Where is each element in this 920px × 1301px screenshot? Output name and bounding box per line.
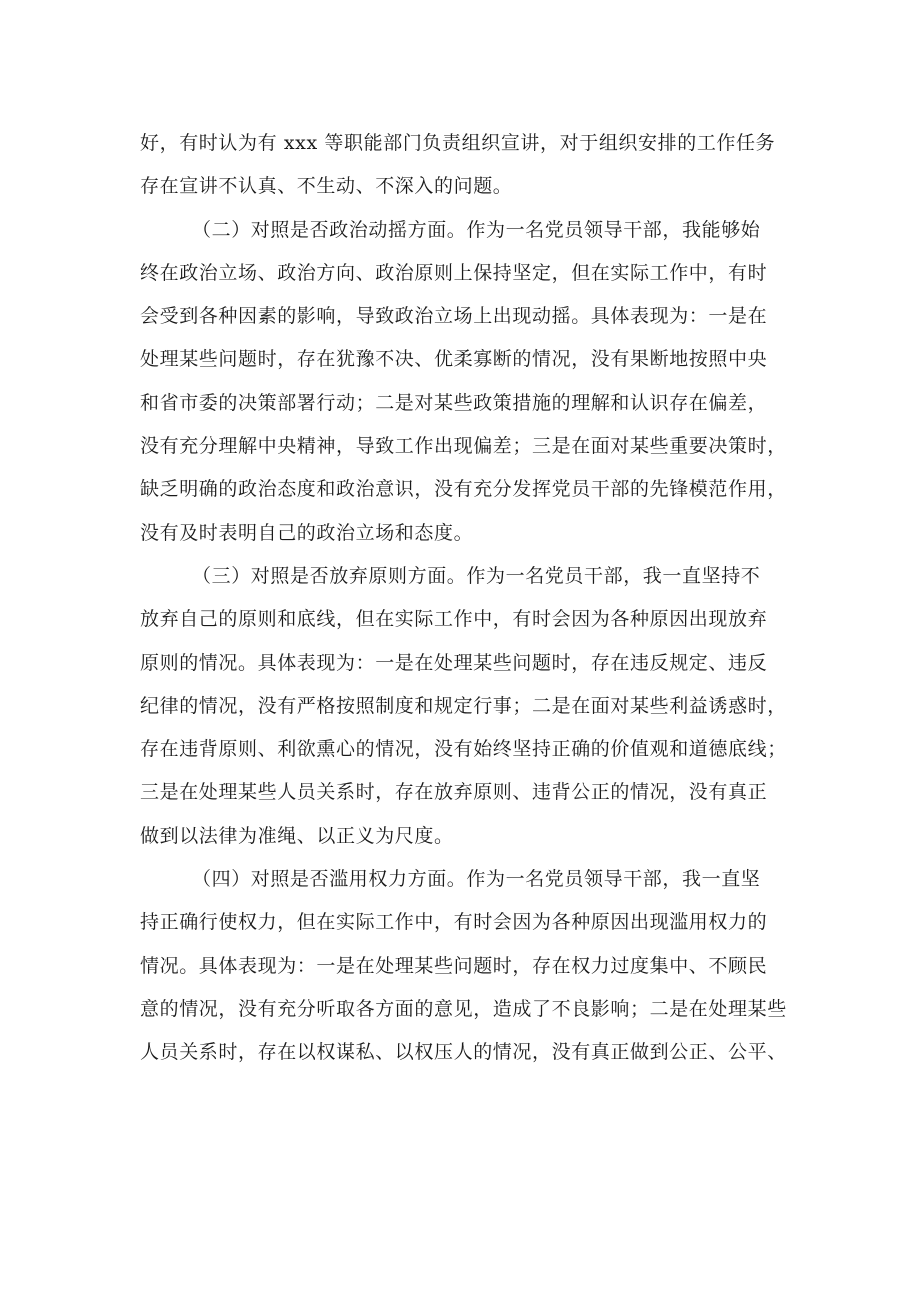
text-line: 终在政治立场、政治方向、政治原则上保持坚定，但在实际工作中，有时	[140, 261, 768, 284]
text-line: 好，有时认为有 xxx 等职能部门负责组织宣讲，对于组织安排的工作任务	[140, 132, 776, 154]
text-line: 没有及时表明自己的政治立场和态度。	[140, 521, 474, 544]
text-line: 存在违背原则、利欲熏心的情况，没有始终坚持正确的价值观和道德底线；	[140, 738, 787, 761]
text-line: 持正确行使权力，但在实际工作中，有时会因为各种原因出现滥用权力的	[140, 911, 768, 934]
text-line: 原则的情况。具体表现为：一是在处理某些问题时，存在违反规定、违反	[140, 651, 768, 674]
text-line: 没有充分理解中央精神，导致工作出现偏差；三是在面对某些重要决策时，	[140, 435, 787, 458]
text-line: 缺乏明确的政治态度和政治意识，没有充分发挥党员干部的先锋模范作用，	[140, 478, 787, 501]
text-line: 意的情况，没有充分听取各方面的意见，造成了不良影响；二是在处理某些	[140, 997, 787, 1020]
paragraph-abandoning-principles	[140, 555, 800, 858]
text-line: 人员关系时，存在以权谋私、以权压人的情况，没有真正做到公正、公平、	[140, 1041, 787, 1064]
text-line: 存在宣讲不认真、不生动、不深入的问题。	[140, 175, 513, 198]
paragraph-abuse-of-power	[140, 858, 800, 1074]
text-line: 放弃自己的原则和底线，但在实际工作中，有时会因为各种原因出现放弃	[140, 608, 768, 631]
paragraph-heading-line: （二）对照是否政治动摇方面。作为一名党员领导干部，我能够始	[192, 218, 761, 241]
text-line: 情况。具体表现为：一是在处理某些问题时，存在权力过度集中、不顾民	[140, 954, 768, 977]
text-line: 会受到各种因素的影响，导致政治立场上出现动摇。具体表现为：一是在	[140, 305, 768, 328]
text-line: 纪律的情况，没有严格按照制度和规定行事；二是在面对某些利益诱惑时，	[140, 694, 787, 717]
text-line: 三是在处理某些人员关系时，存在放弃原则、违背公正的情况，没有真正	[140, 781, 768, 804]
text-line: 和省市委的决策部署行动；二是对某些政策措施的理解和认识存在偏差，	[140, 391, 768, 414]
paragraph-political-wavering	[140, 209, 800, 555]
document-body	[140, 122, 800, 1075]
text-line: 处理某些问题时，存在犹豫不决、优柔寡断的情况，没有果断地按照中央	[140, 348, 768, 371]
text-line: 做到以法律为准绳、以正义为尺度。	[140, 824, 454, 847]
paragraph-heading-line: （三）对照是否放弃原则方面。作为一名党员干部，我一直坚持不	[192, 564, 761, 587]
paragraph-continuation	[140, 122, 800, 209]
paragraph-heading-line: （四）对照是否滥用权力方面。作为一名党员领导干部，我一直坚	[192, 868, 761, 891]
